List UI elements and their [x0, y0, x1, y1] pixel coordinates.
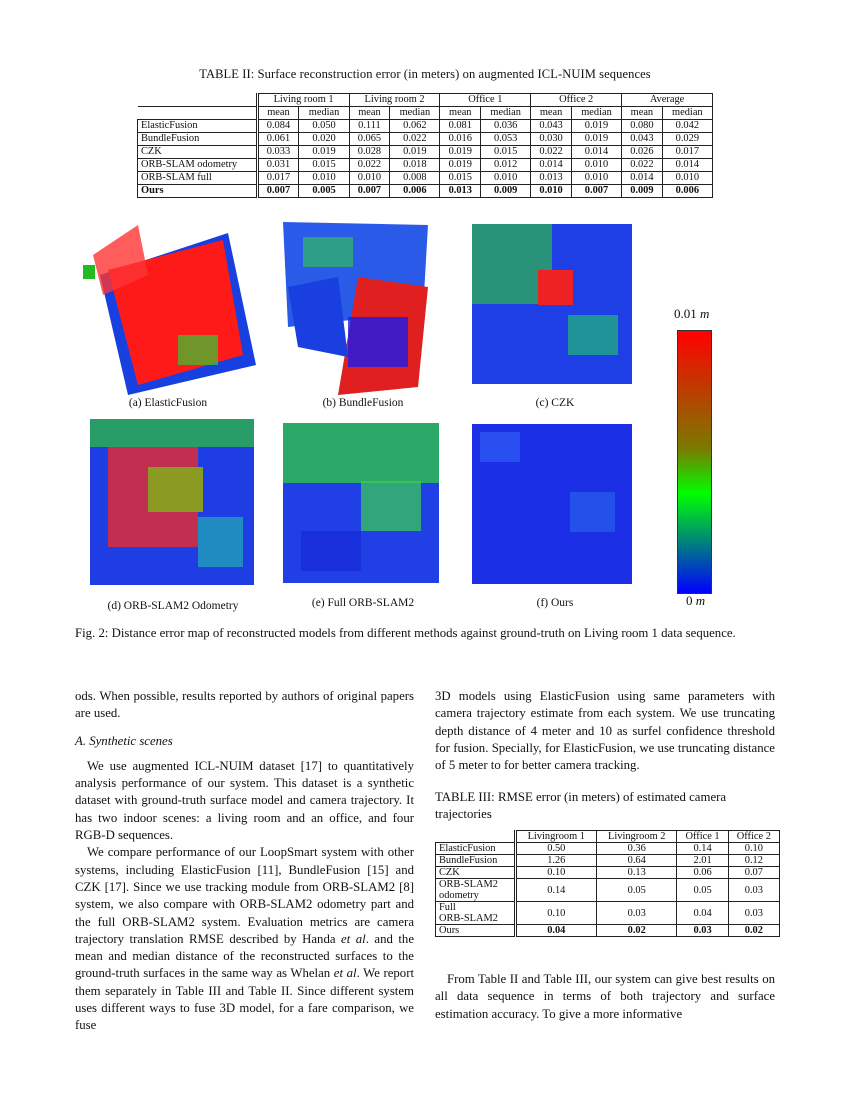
- table3-cell: 0.10: [728, 843, 779, 855]
- table2-cell: 0.010: [531, 185, 572, 198]
- table2-cell: 0.009: [622, 185, 663, 198]
- figure-image-elasticfusion: [78, 215, 258, 397]
- table2-row: [138, 146, 713, 159]
- map-error-mid: [568, 315, 618, 355]
- table3-cell: 0.03: [677, 925, 728, 937]
- table2-cell: 0.081: [440, 120, 481, 133]
- colorbar-top-value: 0.01: [674, 306, 697, 321]
- table2-method: BundleFusion: [138, 133, 258, 146]
- table3-header-cell: Livingroom 1: [515, 831, 597, 843]
- table2-cell: 0.019: [571, 133, 621, 146]
- figure-caption: Fig. 2: Distance error map of reconstructed models from different methods against ground-truth on Living room 1 data sequence.: [75, 626, 736, 640]
- table2-sub: mean: [257, 107, 299, 120]
- paragraph: From Table II and Table III, our system can give best results on all data sequence in terms of both trajectory and surface estimation accuracy. To give a more informative: [435, 972, 775, 1021]
- table3-method: [436, 843, 516, 855]
- colorbar-bottom-value: 0: [686, 593, 693, 608]
- table2-sub: median: [662, 107, 712, 120]
- table3-cell: 0.14: [515, 879, 597, 902]
- table3: [435, 830, 780, 937]
- table3-cell: 0.64: [597, 855, 677, 867]
- table3-cell: 0.02: [728, 925, 779, 937]
- table2-corner: [138, 107, 258, 120]
- table2-cell: 0.043: [531, 120, 572, 133]
- left-column: [75, 688, 414, 1035]
- table3-corner: [436, 831, 516, 843]
- table2-cell: 0.028: [349, 146, 390, 159]
- table3-cell: 0.10: [515, 902, 597, 925]
- map-error-low: [301, 531, 361, 571]
- table3-caption: TABLE III: RMSE error (in meters) of estimated camera trajectories: [435, 790, 727, 822]
- table3-cell: 0.05: [677, 879, 728, 902]
- table2-cell: 0.014: [531, 159, 572, 172]
- colorbar: [677, 330, 712, 594]
- table2-row: [138, 133, 713, 146]
- table2-cell: 0.005: [299, 185, 349, 198]
- table3-cell: 2.01: [677, 855, 728, 867]
- table2-cell: 0.006: [390, 185, 440, 198]
- emphasis: et al: [341, 931, 366, 946]
- table2-sub-header: [138, 107, 713, 120]
- table2-cell: 0.013: [440, 185, 481, 198]
- map-base-shape: [288, 277, 348, 357]
- colorbar-bottom-label: [686, 593, 705, 609]
- table3-method-line: Full: [439, 902, 456, 913]
- table2-sub: mean: [531, 107, 572, 120]
- map-error-low: [480, 432, 520, 462]
- table2-sub: median: [390, 107, 440, 120]
- table2-cell: 0.020: [299, 133, 349, 146]
- table2-cell: 0.009: [481, 185, 531, 198]
- table2-cell: 0.013: [531, 172, 572, 185]
- table2-row: [138, 120, 713, 133]
- table3-row: [436, 855, 780, 867]
- paragraph-text: . We report them separately in Table III and Table II. Since different system uses different ways to fuse 3D model, for a fare comparison, we fuse: [75, 966, 415, 1033]
- table2-method: ORB-SLAM odometry: [138, 159, 258, 172]
- table2-cell: 0.006: [662, 185, 712, 198]
- table3-cell: 0.13: [597, 867, 677, 879]
- paragraph-text: . and the mean and median distance of the reconstructed surfaces to the ground-truth surfaces in the same way as Whelan: [75, 931, 414, 981]
- table3-cell: 0.05: [597, 879, 677, 902]
- map-error-mid: [83, 265, 95, 279]
- subcaption-d: (d) ORB-SLAM2 Odometry: [107, 600, 239, 612]
- table2-cell: 0.015: [481, 146, 531, 159]
- map-error-mid: [303, 237, 353, 267]
- table2-cell: 0.061: [257, 133, 299, 146]
- subcaption-b: (b) BundleFusion: [322, 397, 404, 409]
- subcaption-e: (e) Full ORB-SLAM2: [311, 597, 415, 609]
- table3-header-cell: Office 1: [677, 831, 728, 843]
- table3-method: [436, 855, 516, 867]
- table3-cell: 0.04: [677, 902, 728, 925]
- table2-corner: [138, 94, 258, 107]
- colorbar-unit: m: [700, 306, 710, 321]
- table3-method-line: odometry: [439, 890, 479, 901]
- table2-cell: 0.016: [440, 133, 481, 146]
- table2-cell: 0.010: [299, 172, 349, 185]
- table2-row: [138, 185, 713, 198]
- table2-cell: 0.065: [349, 133, 390, 146]
- table2-cell: 0.010: [571, 159, 621, 172]
- table2-cell: 0.014: [622, 172, 663, 185]
- table2-cell: 0.010: [571, 172, 621, 185]
- table3-cell: 0.12: [728, 855, 779, 867]
- table3-cell: 1.26: [515, 855, 597, 867]
- table2-cell: 0.014: [662, 159, 712, 172]
- table2-cell: 0.022: [622, 159, 663, 172]
- table2-method: ElasticFusion: [138, 120, 258, 133]
- map-error-mid: [283, 423, 439, 483]
- table3-cell: 0.36: [597, 843, 677, 855]
- table2-sub: mean: [622, 107, 663, 120]
- table2-sub: median: [571, 107, 621, 120]
- table2-cell: 0.012: [481, 159, 531, 172]
- map-error-mid: [148, 467, 203, 512]
- table2-cell: 0.007: [571, 185, 621, 198]
- table2-group: Office 1: [440, 94, 531, 107]
- table3-row: [436, 879, 780, 902]
- table3-header-cell: Livingroom 2: [597, 831, 677, 843]
- table2-cell: 0.022: [390, 133, 440, 146]
- table2-sub: median: [481, 107, 531, 120]
- map-error-mid: [178, 335, 218, 365]
- table3-method: [436, 867, 516, 879]
- paragraph-text: We compare performance of our LoopSmart system with other systems, including ElasticFusion [11], BundleFusion [15] and CZK [17]. Since we use tracking module from ORB-SLAM2 [8] system, we also compare with ORB-SLAM2 odometry part and the full ORB-SLAM2 system. Evaluation metrics are camera trajectory translation RMSE described by Handa: [75, 845, 414, 946]
- table2-cell: 0.017: [662, 146, 712, 159]
- table2-cell: 0.007: [257, 185, 299, 198]
- table2-cell: 0.043: [622, 133, 663, 146]
- table3-method: [436, 879, 516, 902]
- paragraph: We use augmented ICL-NUIM dataset [17] to quantitatively analysis performance of our system. This dataset is a synthetic dataset with ground-truth surface model and camera trajectory. It has two indoor scenes: a living room and an office, and four RGB-D sequences.: [75, 758, 414, 843]
- table2-method: CZK: [138, 146, 258, 159]
- subcaption-f: (f) Ours: [536, 597, 574, 609]
- table2-cell: 0.007: [349, 185, 390, 198]
- table2-row: [138, 172, 713, 185]
- table2-group: Average: [622, 94, 713, 107]
- table2-cell: 0.010: [481, 172, 531, 185]
- table2-caption: TABLE II: Surface reconstruction error (in meters) on augmented ICL-NUIM sequences: [199, 67, 651, 81]
- table2-cell: 0.080: [622, 120, 663, 133]
- table3-cell: 0.07: [728, 867, 779, 879]
- table2-cell: 0.010: [349, 172, 390, 185]
- figure-image-orbslam2-odometry: [88, 417, 256, 587]
- table2-cell: 0.042: [662, 120, 712, 133]
- figure-image-czk: [468, 220, 636, 388]
- colorbar-top-label: [674, 306, 709, 322]
- table3-row: [436, 867, 780, 879]
- table3-method-line: ORB-SLAM2: [439, 913, 498, 924]
- table3-method-line: ElasticFusion: [439, 843, 496, 854]
- paragraph: ods. When possible, results reported by authors of original papers are used.: [75, 689, 414, 721]
- table3-method-line: BundleFusion: [439, 855, 498, 866]
- table2-cell: 0.010: [662, 172, 712, 185]
- table2-cell: 0.019: [299, 146, 349, 159]
- table3-method: [436, 902, 516, 925]
- table3-header: [436, 831, 780, 843]
- right-column-bottom: [435, 971, 775, 1023]
- table2-cell: 0.019: [440, 146, 481, 159]
- table2-sub: median: [299, 107, 349, 120]
- table2-cell: 0.111: [349, 120, 390, 133]
- map-error-mid: [90, 419, 254, 447]
- map-error-high: [538, 270, 573, 305]
- table2-cell: 0.062: [390, 120, 440, 133]
- subcaption-c: (c) CZK: [535, 397, 575, 409]
- table3-method-line: CZK: [439, 867, 460, 878]
- table3-row: [436, 925, 780, 937]
- table2-cell: 0.019: [440, 159, 481, 172]
- table2-cell: 0.022: [349, 159, 390, 172]
- table2-cell: 0.014: [571, 146, 621, 159]
- table2-cell: 0.030: [531, 133, 572, 146]
- table3-header-cell: Office 2: [728, 831, 779, 843]
- table2-group: Living room 1: [257, 94, 349, 107]
- figure-image-full-orbslam2: [281, 421, 441, 585]
- emphasis: et al: [333, 966, 357, 981]
- table2-sub: mean: [440, 107, 481, 120]
- table3-row: [436, 843, 780, 855]
- table2-cell: 0.017: [257, 172, 299, 185]
- section-heading: A. Synthetic scenes: [75, 733, 173, 748]
- figure-image-bundlefusion: [278, 217, 450, 399]
- paragraph: [75, 844, 414, 1034]
- table3-cell: 0.03: [597, 902, 677, 925]
- table3-cell: 0.02: [597, 925, 677, 937]
- table2-cell: 0.026: [622, 146, 663, 159]
- table2-cell: 0.019: [390, 146, 440, 159]
- table2: [137, 93, 713, 198]
- table2-cell: 0.053: [481, 133, 531, 146]
- subcaption-a: (a) ElasticFusion: [128, 397, 208, 409]
- table2-cell: 0.029: [662, 133, 712, 146]
- table2-cell: 0.019: [571, 120, 621, 133]
- table2-sub: mean: [349, 107, 390, 120]
- colorbar-unit: m: [695, 593, 706, 608]
- table3-row: [436, 902, 780, 925]
- table3-method: [436, 925, 516, 937]
- table3-cell: 0.03: [728, 879, 779, 902]
- table3-method-line: ORB-SLAM2: [439, 879, 498, 890]
- figure-image-ours: [470, 422, 635, 586]
- table2-row: [138, 159, 713, 172]
- table2-cell: 0.036: [481, 120, 531, 133]
- table3-cell: 0.04: [515, 925, 597, 937]
- right-column-top: [435, 688, 775, 774]
- table2-cell: 0.015: [299, 159, 349, 172]
- table2-group-header: [138, 94, 713, 107]
- table2-group: Office 2: [531, 94, 622, 107]
- table2-cell: 0.033: [257, 146, 299, 159]
- table2-method: ORB-SLAM full: [138, 172, 258, 185]
- table2-cell: 0.022: [531, 146, 572, 159]
- table2-cell: 0.008: [390, 172, 440, 185]
- table2-group: Living room 2: [349, 94, 440, 107]
- map-error-mid: [361, 481, 421, 531]
- map-error-low: [348, 317, 408, 367]
- table3-cell: 0.03: [728, 902, 779, 925]
- table3-method-line: Ours: [439, 925, 460, 936]
- table2-cell: 0.031: [257, 159, 299, 172]
- map-error-low: [198, 517, 243, 567]
- table3-cell: 0.06: [677, 867, 728, 879]
- table2-method: Ours: [138, 185, 258, 198]
- table2-cell: 0.015: [440, 172, 481, 185]
- table2-cell: 0.050: [299, 120, 349, 133]
- paragraph: 3D models using ElasticFusion using same parameters with camera trajectory estimate from each system. We use truncating depth distance of 4 meter and 10 as surfel confidence threshold for fusion. Specially, for ElasticFusion, we use truncating distance of 5 meter to for better camera tracking.: [435, 689, 775, 773]
- table2-cell: 0.084: [257, 120, 299, 133]
- table3-cell: 0.10: [515, 867, 597, 879]
- map-error-low: [570, 492, 615, 532]
- table3-cell: 0.50: [515, 843, 597, 855]
- table3-cell: 0.14: [677, 843, 728, 855]
- table2-cell: 0.018: [390, 159, 440, 172]
